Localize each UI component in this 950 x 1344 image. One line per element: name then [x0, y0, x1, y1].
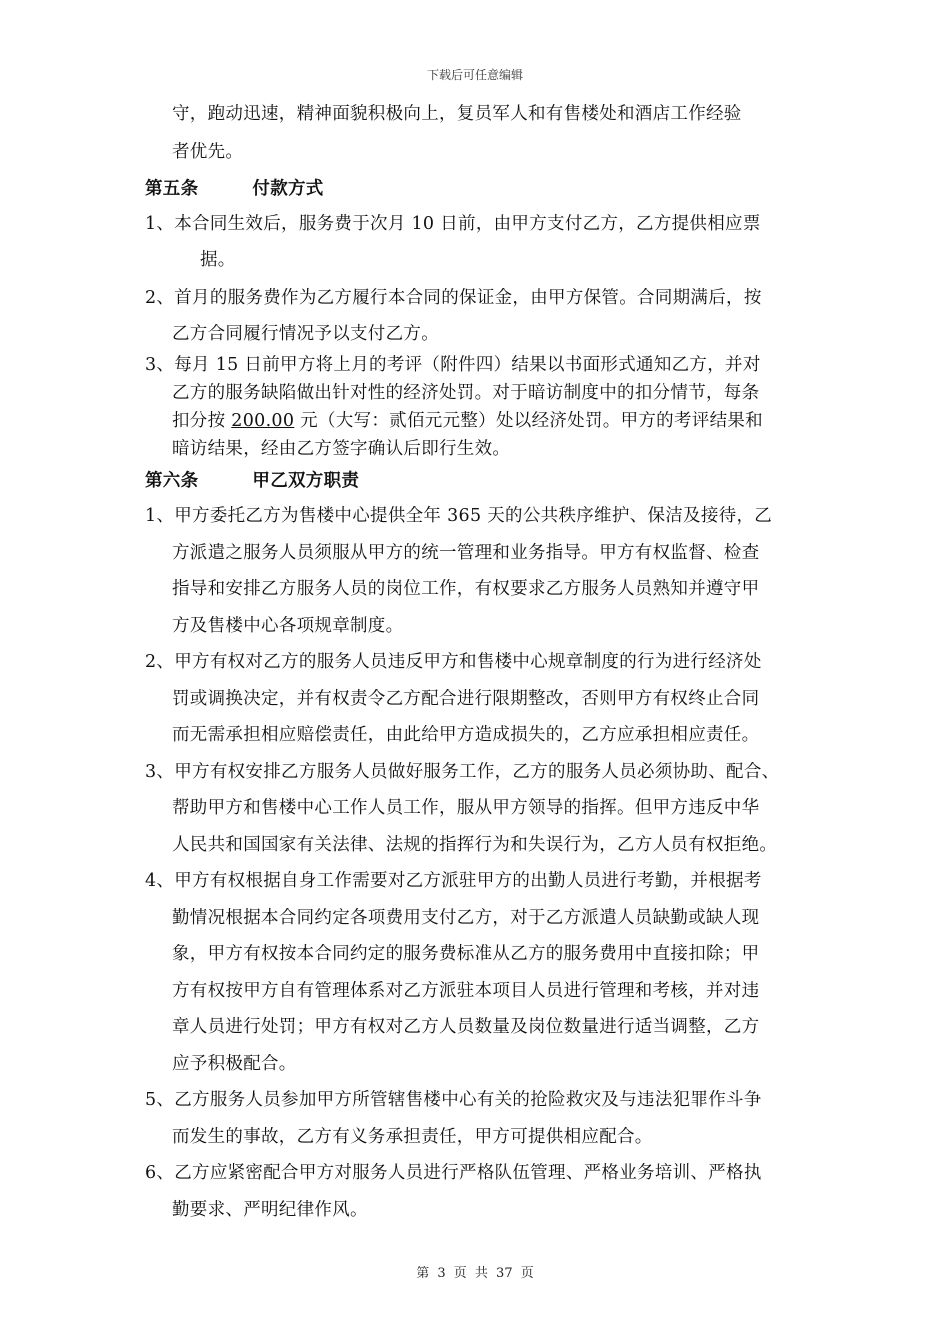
list-item: 5、乙方服务人员参加甲方所管辖售楼中心有关的抢险救灾及与违法犯罪作斗争 [145, 1090, 762, 1110]
section-title: 甲乙双方职责 [252, 471, 360, 491]
text-span: 扣分按 [172, 411, 232, 431]
list-item: 3、每月 15 日前甲方将上月的考评（附件四）结果以书面形式通知乙方，并对 [145, 355, 761, 375]
text-line: 守，跑动迅速，精神面貌积极向上，复员军人和有售楼处和酒店工作经验 [172, 104, 742, 124]
text-line: 象，甲方有权按本合同约定的服务费标准从乙方的服务费用中直接扣除；甲 [172, 944, 760, 964]
page-header: 下载后可任意编辑 [426, 68, 523, 82]
text-line: 帮助甲方和售楼中心工作人员工作，服从甲方领导的指挥。但甲方违反中华 [172, 798, 760, 818]
text-line: 暗访结果，经由乙方签字确认后即行生效。 [172, 439, 511, 459]
text-line: 而无需承担相应赔偿责任，由此给甲方造成损失的，乙方应承担相应责任。 [172, 725, 760, 745]
section-number: 第五条 [145, 179, 199, 199]
section-5-heading [145, 175, 324, 200]
text-line: 勤情况根据本合同约定各项费用支付乙方，对于乙方派遣人员缺勤或缺人现 [172, 908, 760, 928]
text-line: 而发生的事故，乙方有义务承担责任，甲方可提供相应配合。 [172, 1127, 653, 1147]
section-number: 第六条 [145, 471, 199, 491]
text-span: 元（大写：贰佰元元整）处以经济处罚。甲方的考评结果和 [294, 411, 763, 431]
list-item: 1、甲方委托乙方为售楼中心提供全年 365 天的公共秩序维护、保洁及接待，乙 [145, 506, 773, 526]
text-line: 方有权按甲方自有管理体系对乙方派驻本项目人员进行管理和考核，并对违 [172, 981, 760, 1001]
text-line: 乙方的服务缺陷做出针对性的经济处罚。对于暗访制度中的扣分情节，每条 [172, 383, 760, 403]
list-item: 4、甲方有权根据自身工作需要对乙方派驻甲方的出勤人员进行考勤，并根据考 [145, 871, 762, 891]
text-line: 章人员进行处罚；甲方有权对乙方人员数量及岗位数量进行适当调整，乙方 [172, 1017, 760, 1037]
text-line: 罚或调换决定，并有权责令乙方配合进行限期整改，否则甲方有权终止合同 [172, 689, 760, 709]
text-line: 应予积极配合。 [172, 1054, 297, 1074]
section-title: 付款方式 [252, 179, 324, 199]
text-line: 者优先。 [172, 142, 244, 162]
section-6-heading [145, 467, 359, 492]
list-item: 3、甲方有权安排乙方服务人员做好服务工作，乙方的服务人员必须协助、配合、 [145, 762, 780, 782]
text-line: 乙方合同履行情况予以支付乙方。 [172, 324, 439, 344]
penalty-amount: 200.00 [231, 411, 295, 431]
text-line: 方派遣之服务人员须服从甲方的统一管理和业务指导。甲方有权监督、检查 [172, 543, 760, 563]
list-item: 2、甲方有权对乙方的服务人员违反甲方和售楼中心规章制度的行为进行经济处 [145, 652, 762, 672]
text-line [172, 407, 763, 432]
text-line: 方及售楼中心各项规章制度。 [172, 616, 404, 636]
list-item: 6、乙方应紧密配合甲方对服务人员进行严格队伍管理、严格业务培训、严格执 [145, 1163, 762, 1183]
list-item: 1、本合同生效后，服务费于次月 10 日前，由甲方支付乙方，乙方提供相应票 [145, 214, 761, 234]
text-line: 据。 [200, 250, 236, 270]
list-item: 2、首月的服务费作为乙方履行本合同的保证金，由甲方保管。合同期满后，按 [145, 288, 762, 308]
page-footer: 第 3 页 共 37 页 [416, 1266, 534, 1281]
text-line: 勤要求、严明纪律作风。 [172, 1200, 368, 1220]
text-line: 指导和安排乙方服务人员的岗位工作，有权要求乙方服务人员熟知并遵守甲 [172, 579, 760, 599]
text-line: 人民共和国国家有关法律、法规的指挥行为和失误行为，乙方人员有权拒绝。 [172, 835, 778, 855]
